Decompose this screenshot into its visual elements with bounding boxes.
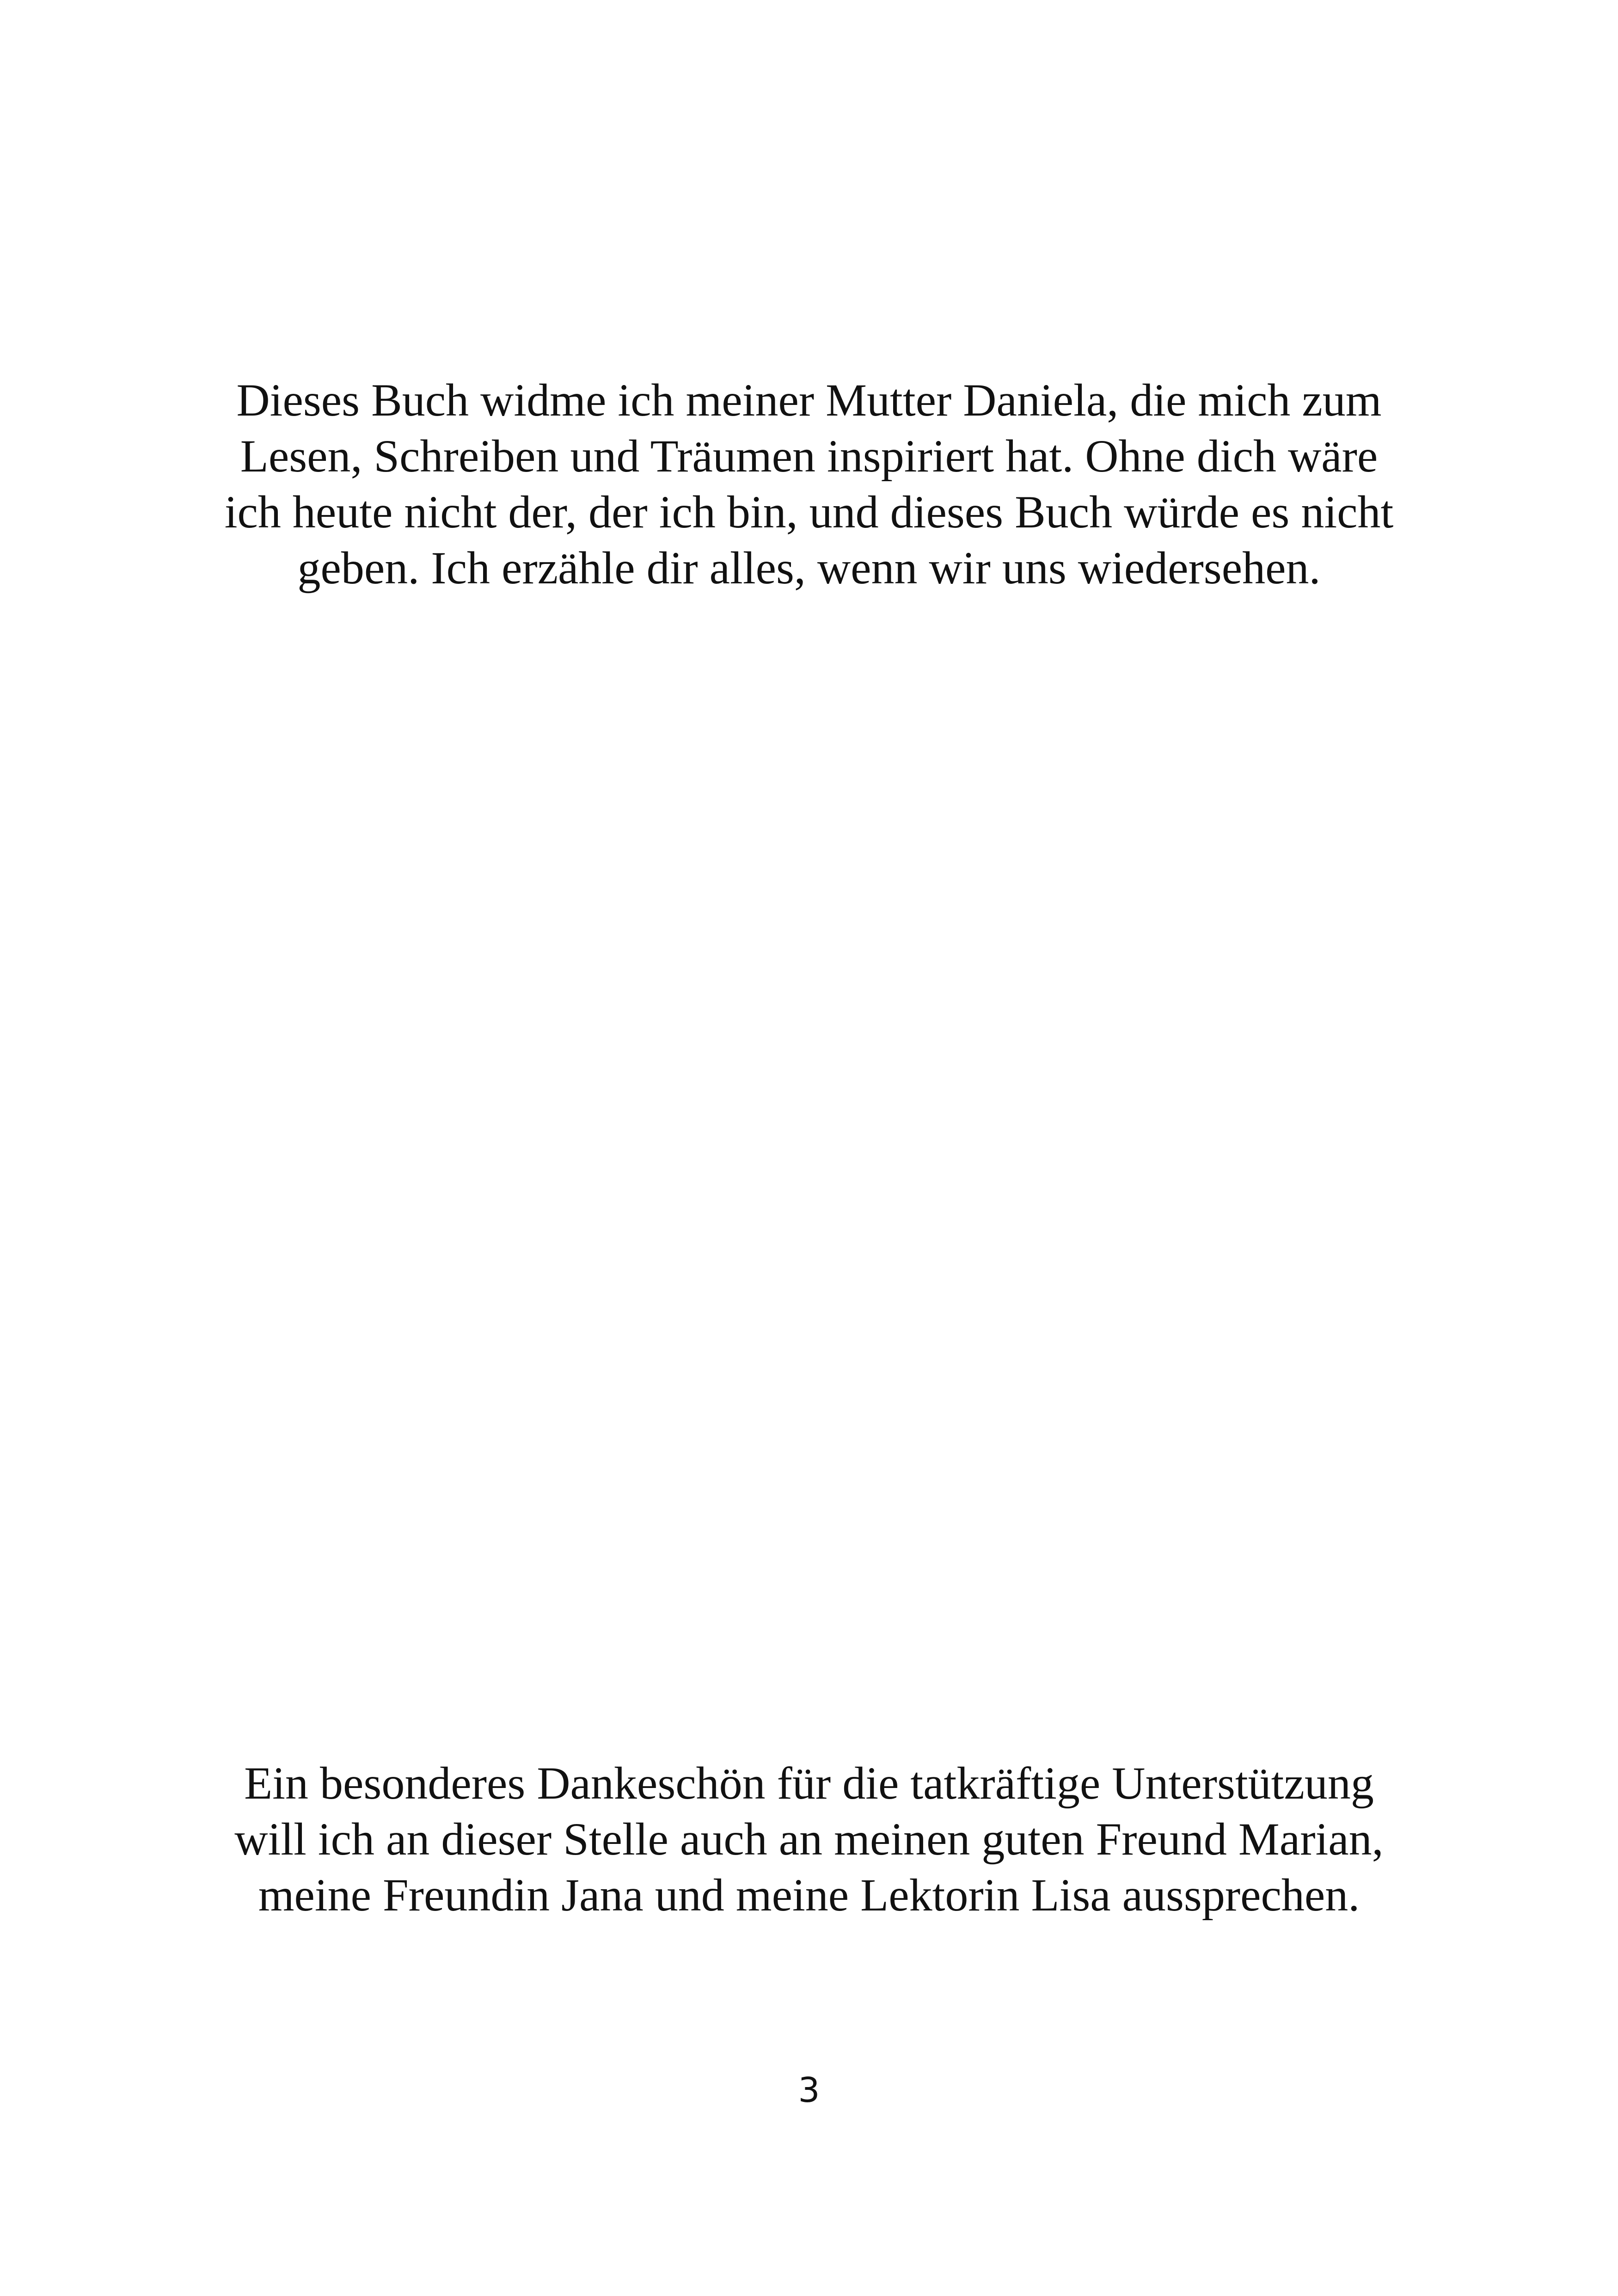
dedication-line: Dieses Buch widme ich meiner Mutter Daniela, die mich zum (236, 374, 1382, 426)
acknowledgement-line: Ein besonderes Dankeschön für die tatkräftige Unterstützung (244, 1757, 1374, 1809)
dedication-line: geben. Ich erzähle dir alles, wenn wir uns wiedersehen. (297, 542, 1321, 594)
acknowledgement-line: meine Freundin Jana und meine Lektorin Lisa aussprechen. (258, 1869, 1360, 1921)
acknowledgement-paragraph (0, 1755, 1618, 1923)
dedication-line: Lesen, Schreiben und Träumen inspiriert hat. Ohne dich wäre (240, 430, 1378, 482)
page-number: 3 (798, 2070, 820, 2110)
dedication-paragraph (0, 372, 1618, 596)
acknowledgement-line: will ich an dieser Stelle auch an meinen guten Freund Marian, (234, 1813, 1384, 1865)
dedication-line: ich heute nicht der, der ich bin, und dieses Buch würde es nicht (224, 486, 1394, 538)
